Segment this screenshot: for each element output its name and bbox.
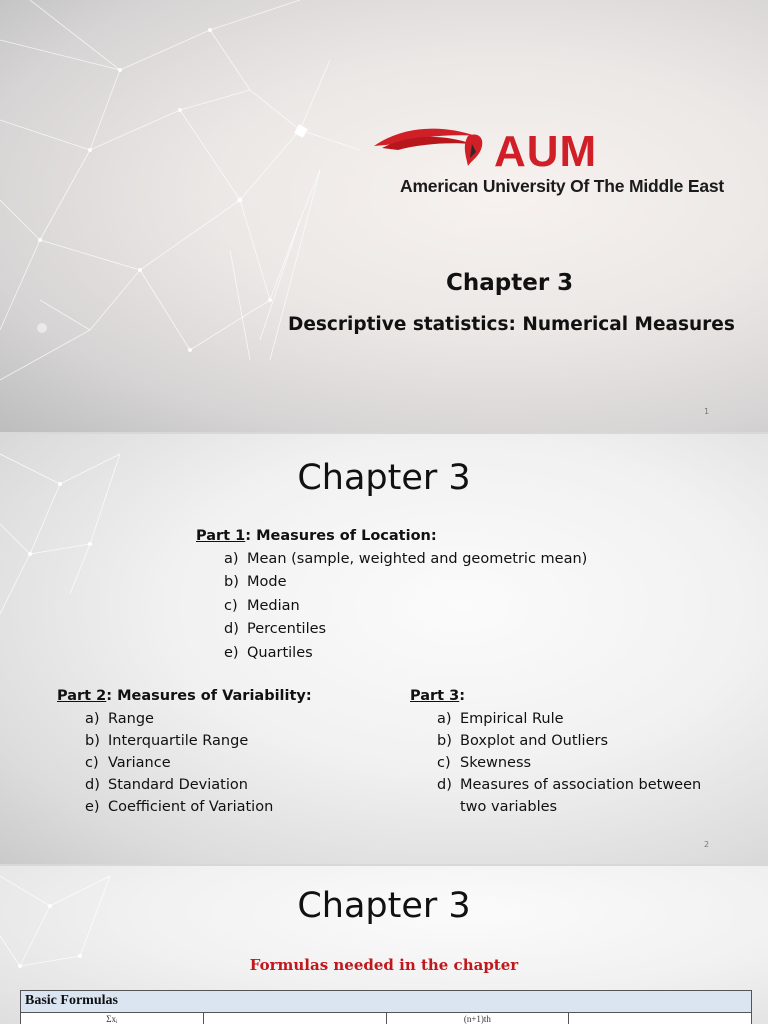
part1-heading bbox=[196, 528, 437, 544]
item-text: Variance bbox=[108, 755, 171, 771]
page-number: 2 bbox=[704, 840, 710, 849]
item-letter: a) bbox=[85, 711, 100, 727]
list-item bbox=[85, 708, 273, 730]
item-letter: d) bbox=[437, 777, 452, 793]
logo-text: AUM bbox=[494, 127, 598, 176]
item-text: Mode bbox=[247, 574, 287, 591]
item-letter: b) bbox=[85, 733, 100, 749]
item-letter: c) bbox=[437, 755, 451, 771]
item-text: Skewness bbox=[460, 755, 532, 771]
list-item bbox=[85, 796, 273, 818]
title-slide bbox=[0, 0, 768, 432]
formulas-slide bbox=[0, 866, 768, 1024]
page-number: 1 bbox=[704, 407, 710, 416]
item-text: Empirical Rule bbox=[460, 711, 564, 727]
list-item bbox=[85, 730, 273, 752]
item-letter: a) bbox=[437, 711, 452, 727]
outline-slide bbox=[0, 434, 768, 864]
slide1-subtitle: Descriptive statistics: Numerical Measures bbox=[288, 314, 735, 335]
item-letter bbox=[437, 796, 460, 818]
item-letter: c) bbox=[85, 755, 99, 771]
part2-list bbox=[85, 708, 273, 818]
part3-list bbox=[437, 708, 701, 818]
part2-heading bbox=[57, 688, 312, 704]
list-item bbox=[437, 730, 701, 752]
item-text: Interquartile Range bbox=[108, 733, 249, 749]
item-text: Range bbox=[108, 711, 154, 727]
list-item bbox=[437, 796, 701, 818]
table-cell: Σxᵢ bbox=[21, 1013, 204, 1024]
list-item bbox=[437, 708, 701, 730]
part3-heading-text: : bbox=[459, 688, 466, 704]
item-text: two variables bbox=[460, 799, 558, 815]
item-letter: b) bbox=[437, 733, 452, 749]
item-text: Mean (sample, weighted and geometric mean) bbox=[247, 551, 588, 567]
item-letter: d) bbox=[85, 777, 100, 793]
university-name: American University Of The Middle East bbox=[400, 176, 725, 196]
part2-heading-text: : Measures of Variability: bbox=[106, 688, 312, 704]
slide3-title: Chapter 3 bbox=[297, 886, 471, 926]
table-row bbox=[21, 1013, 751, 1024]
part2-label: Part 2 bbox=[57, 688, 107, 704]
part3-heading bbox=[410, 688, 465, 704]
item-letter: e) bbox=[85, 799, 100, 815]
table-cell: (n+1)th bbox=[387, 1013, 570, 1024]
slide3-subtitle: Formulas needed in the chapter bbox=[249, 956, 519, 974]
item-text: Quartiles bbox=[247, 644, 313, 661]
item-letter: c) bbox=[224, 597, 238, 614]
list-item bbox=[437, 774, 701, 796]
formulas-table bbox=[20, 990, 752, 1024]
list-item bbox=[85, 752, 273, 774]
slide1-title: Chapter 3 bbox=[446, 270, 574, 296]
item-letter: a) bbox=[224, 551, 239, 567]
aum-logo bbox=[372, 122, 752, 204]
table-cell bbox=[569, 1013, 751, 1024]
item-text: Percentiles bbox=[247, 621, 327, 638]
item-text: Standard Deviation bbox=[108, 777, 248, 793]
item-text: Measures of association between bbox=[460, 777, 702, 793]
network-background-graphic bbox=[0, 0, 768, 432]
slide2-title: Chapter 3 bbox=[297, 458, 471, 498]
item-text: Median bbox=[247, 597, 300, 614]
part3-label: Part 3 bbox=[410, 688, 460, 704]
list-item bbox=[224, 642, 587, 665]
table-cell bbox=[204, 1013, 387, 1024]
item-text: Boxplot and Outliers bbox=[460, 733, 609, 749]
item-letter: e) bbox=[224, 644, 239, 661]
list-item bbox=[85, 774, 273, 796]
part1-heading-text: : Measures of Location: bbox=[245, 528, 437, 544]
phoenix-logo-icon bbox=[372, 122, 492, 174]
item-text: Coefficient of Variation bbox=[108, 799, 274, 815]
list-item bbox=[224, 595, 587, 618]
list-item bbox=[224, 548, 587, 571]
table-header: Basic Formulas bbox=[21, 991, 751, 1013]
list-item bbox=[437, 752, 701, 774]
part1-list bbox=[224, 548, 587, 665]
part1-label: Part 1 bbox=[196, 528, 246, 544]
item-letter: b) bbox=[224, 574, 239, 591]
list-item bbox=[224, 618, 587, 641]
item-letter: d) bbox=[224, 621, 239, 638]
list-item bbox=[224, 571, 587, 594]
